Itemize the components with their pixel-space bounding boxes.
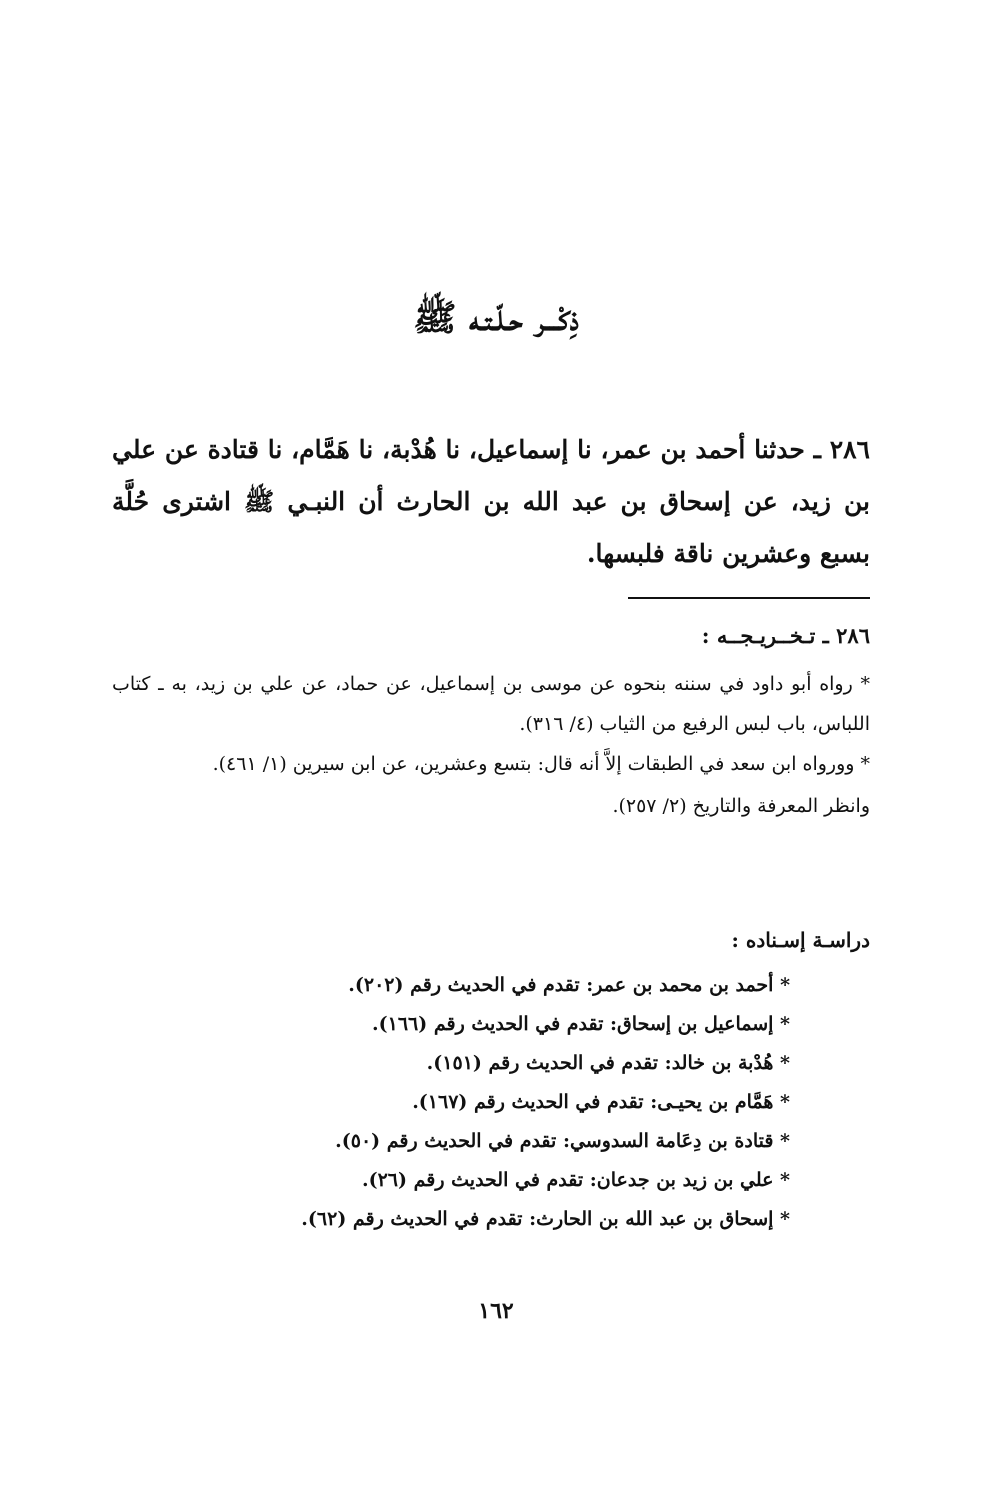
takhrij-section: [112, 664, 870, 826]
takhrij-heading: ٢٨٦ ـ تـخــريـجــه :: [701, 623, 870, 648]
narrator-item: * أحمد بن محمد بن عمر: تقدم في الحديث رقم (٢٠٢).: [348, 974, 790, 996]
narrator-item: * قتادة بن دِعَامة السدوسي: تقدم في الحديث رقم (٥٠).: [335, 1130, 790, 1152]
narrator-list: [200, 966, 790, 1239]
dirasa-heading: دراسـة إسـناده :: [731, 928, 870, 952]
narrator-item: * هُدْبة بن خالد: تقدم في الحديث رقم (١٥١).: [426, 1052, 790, 1074]
takhrij-paragraph: * وورواه ابن سعد في الطبقات إلاَّ أنه قال: بتسع وعشرين، عن ابن سيرين (١/ ٤٦١).: [212, 753, 870, 775]
chapter-title: ذِكْـــر حـلّـتـه ﷺ: [413, 297, 579, 339]
takhrij-see-also: وانظر المعرفة والتاريخ (٢/ ٢٥٧).: [612, 795, 870, 817]
narrator-item: * إسماعيل بن إسحاق: تقدم في الحديث رقم (١٦٦).: [372, 1013, 790, 1035]
narrator-item: * هَمَّام بن يحيـى: تقدم في الحديث رقم (١٦٧).: [412, 1091, 790, 1113]
hadith-text: ٢٨٦ ـ حدثنا أحمد بن عمر، نا إسماعيل، نا هُدْبة، نا هَمَّام، نا قتادة عن علي بن زيد، عن إسحاق بن عبد الله بن الحارث أن النبـي ﷺ اشترى حُلَّة بسبع وعشرين ناقة فلبسها.: [112, 435, 870, 568]
footnote-divider: [628, 597, 870, 599]
page-number: ١٦٢: [478, 1298, 514, 1324]
narrator-item: * علي بن زيد بن جدعان: تقدم في الحديث رقم (٢٦).: [361, 1169, 790, 1191]
narrator-item: * إسحاق بن عبد الله بن الحارث: تقدم في الحديث رقم (٦٢).: [301, 1208, 790, 1230]
takhrij-paragraph: * رواه أبو داود في سننه بنحوه عن موسى بن إسماعيل، عن حماد، عن علي بن زيد، به ـ كتاب اللباس، باب لبس الرفيع من الثياب (٤/ ٣١٦).: [112, 673, 870, 735]
